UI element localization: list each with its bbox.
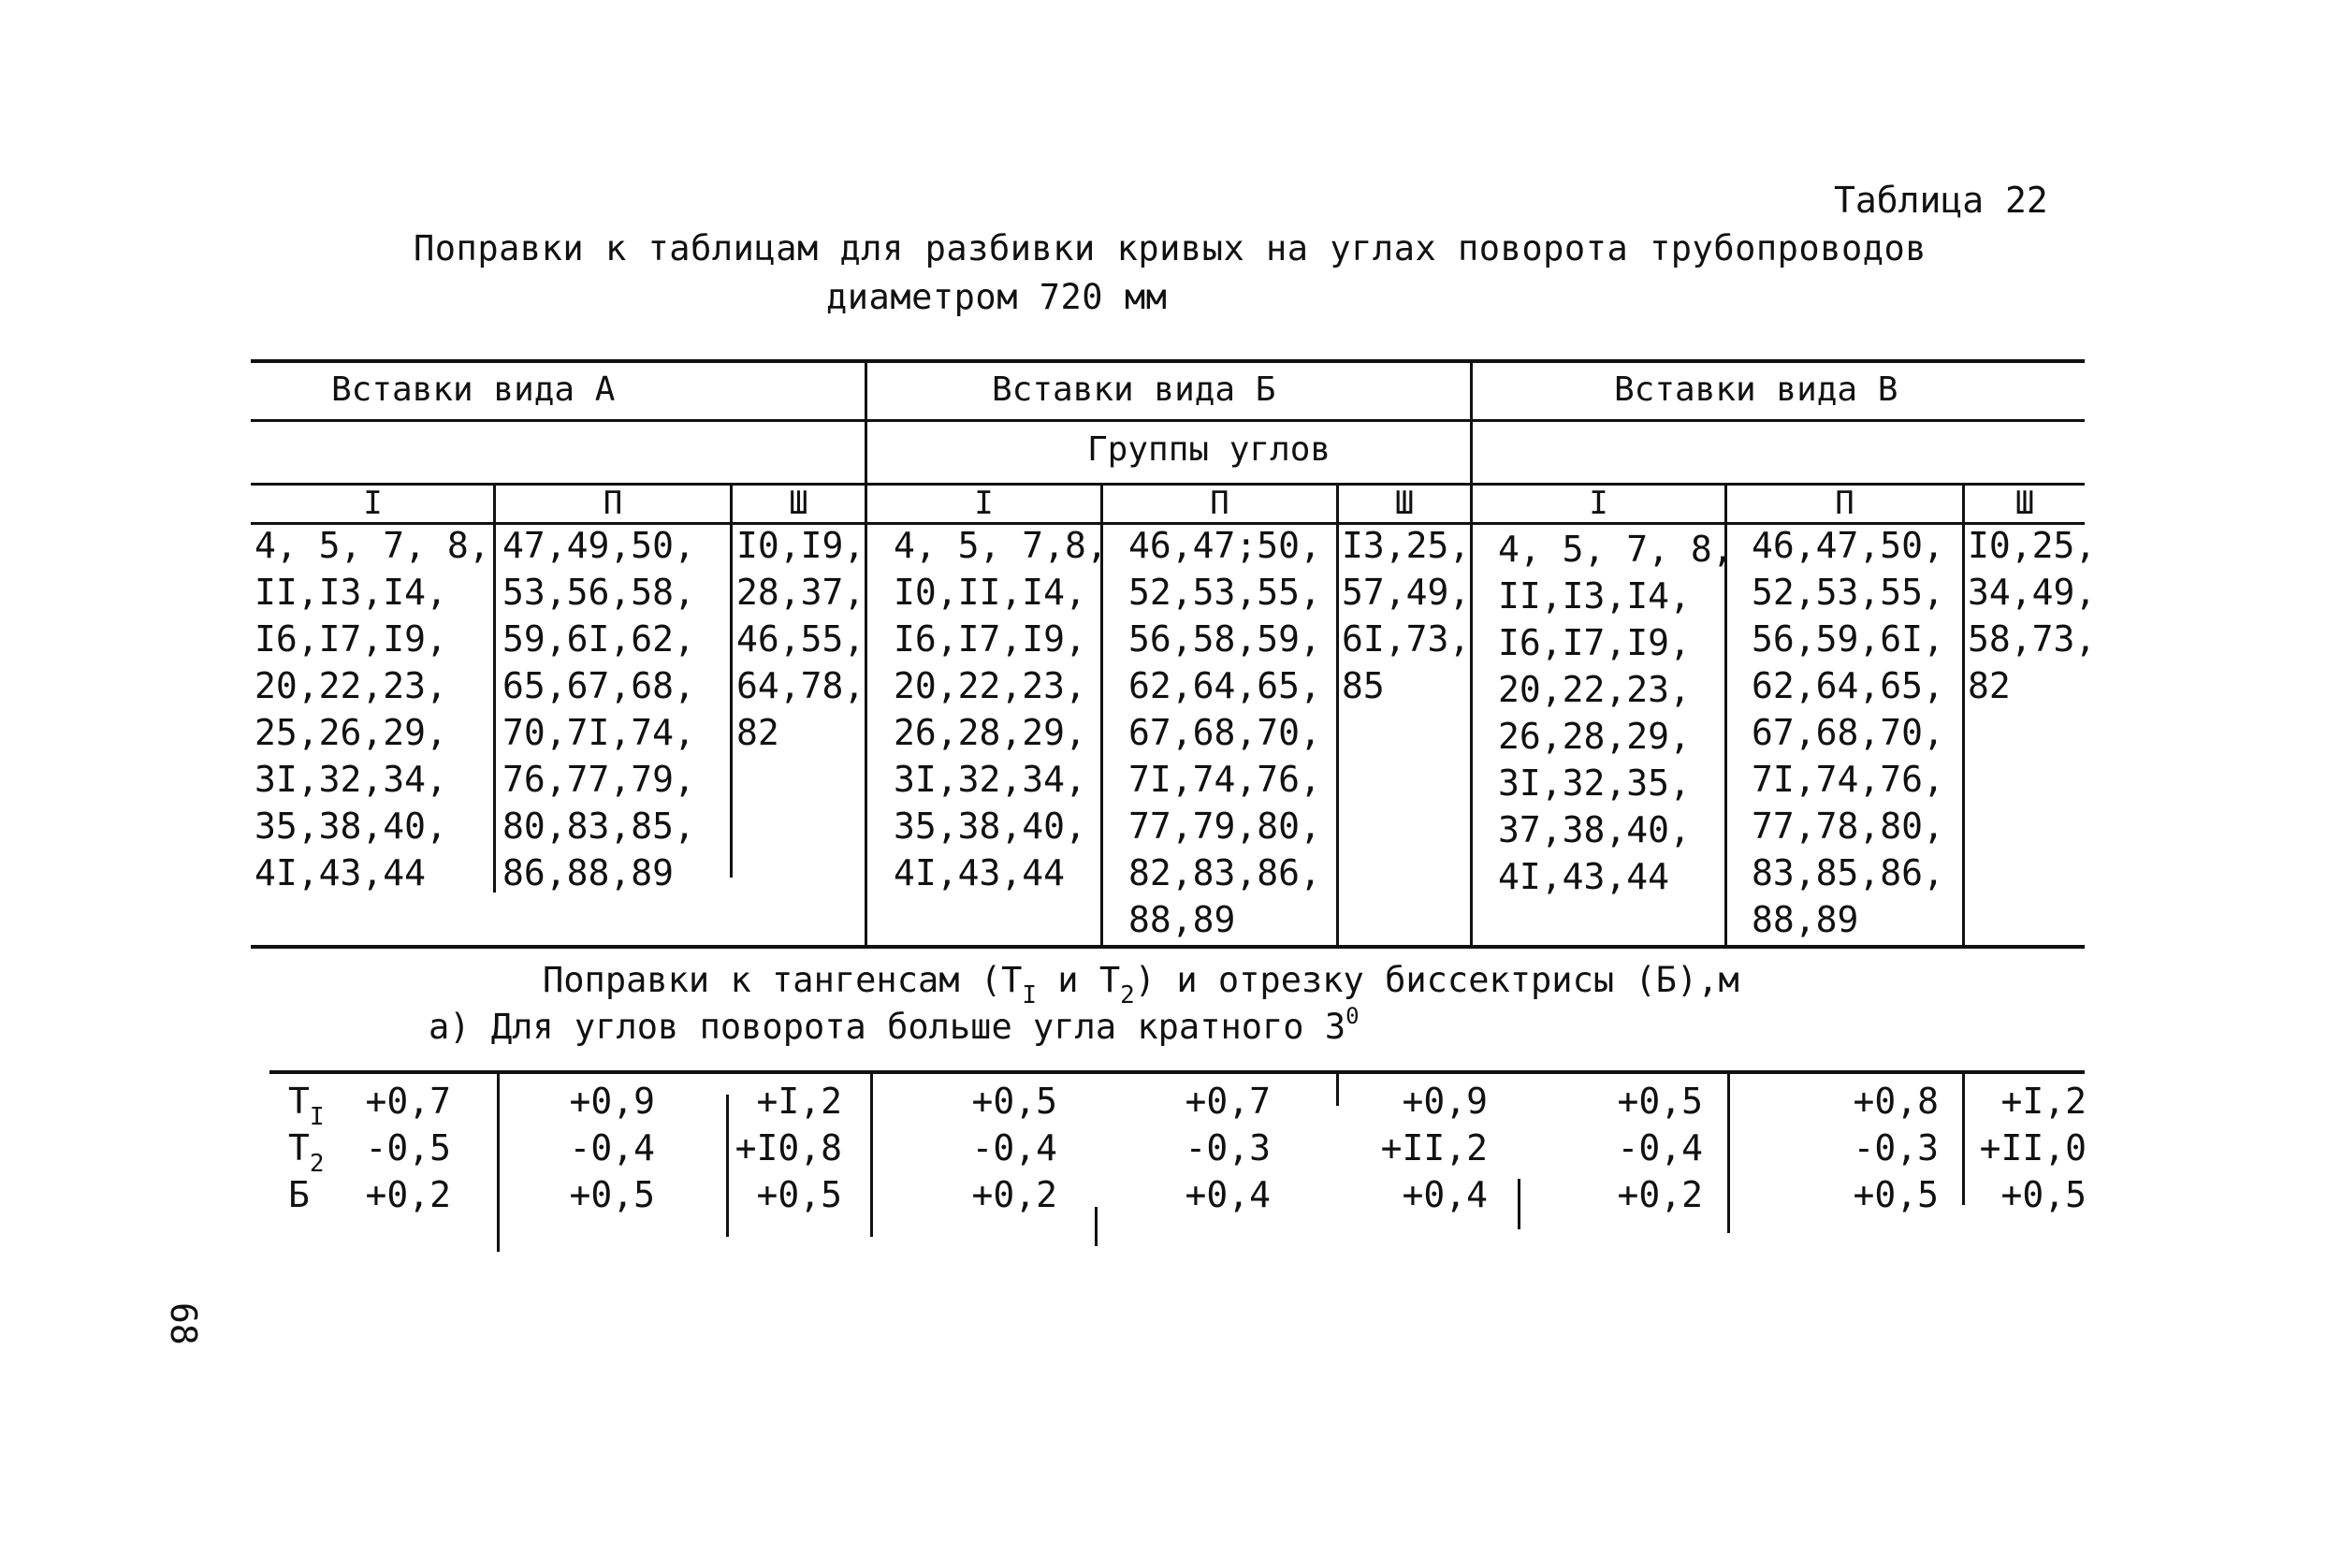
roman-header-v3: Ш [2014, 485, 2035, 522]
table-cell: 88,89 [1752, 899, 1859, 940]
corr-row-label-t1: $T_I$ [288, 1081, 325, 1131]
corrections-subheading-sup: 0 [1345, 1003, 1360, 1029]
corr-divider-8 [1962, 1074, 1965, 1205]
table-cell: 3I,32,35, [1498, 762, 1691, 804]
table-cell: II,I3,I4, [1498, 575, 1691, 617]
column-a2 [502, 522, 695, 896]
table-cell: 82 [736, 712, 779, 753]
corr-divider-2 [726, 1095, 729, 1237]
correction-value: +0,5 [569, 1174, 655, 1215]
table-cell: 35,38,40, [255, 806, 447, 847]
table-cell: 25,26,29, [255, 712, 447, 753]
table-cell: 52,53,55, [1752, 572, 1944, 613]
table-cell: 77,78,80, [1752, 806, 1944, 847]
corrections-heading-mid: и T [1037, 960, 1121, 1000]
correction-value: +0,2 [971, 1174, 1057, 1215]
col-divider-b23 [1336, 485, 1339, 947]
table-cell: 67,68,70, [1752, 712, 1944, 753]
table-cell: 80,83,85, [502, 806, 695, 847]
roman-header-a1: I [363, 485, 383, 522]
correction-value: -0,3 [1185, 1127, 1271, 1169]
corr-divider-4 [1095, 1207, 1098, 1246]
table-cell: I6,I7,I9, [1498, 622, 1691, 663]
table-cell: 4, 5, 7,8, [894, 525, 1108, 566]
table-cell: 28,37, [736, 572, 865, 613]
table-cell: 4, 5, 7, 8, [1498, 529, 1734, 570]
corrections-heading [543, 960, 1739, 1009]
table-cell: I6,I7,I9, [894, 618, 1086, 660]
table-cell: 83,85,86, [1752, 852, 1944, 893]
table-cell: I6,I7,I9, [255, 618, 447, 660]
correction-value: +0,5 [1853, 1174, 1939, 1215]
correction-value: +II,2 [1380, 1127, 1488, 1169]
table-cell: 46,47,50, [1752, 525, 1944, 566]
table-cell: 20,22,23, [255, 665, 447, 706]
corr-divider-3 [870, 1074, 873, 1237]
correction-value: +0,7 [365, 1081, 451, 1122]
table-cell: 57,49, [1342, 572, 1471, 613]
correction-value: +I,2 [2000, 1081, 2087, 1122]
correction-value: -0,4 [1617, 1127, 1703, 1169]
correction-value: +0,4 [1185, 1174, 1271, 1215]
table-cell: 7I,74,76, [1752, 759, 1944, 800]
table-cell: 7I,74,76, [1128, 759, 1321, 800]
table-title-line-1: Поправки к таблицам для разбивки кривых на углах поворота трубопроводов [414, 228, 1927, 269]
roman-header-b1: I [974, 485, 994, 522]
correction-value: +I0,8 [734, 1127, 842, 1169]
table-top-rule [251, 359, 2085, 363]
table-cell: 3I,32,34, [255, 759, 447, 800]
column-v3 [1968, 522, 2096, 709]
table-cell: 52,53,55, [1128, 572, 1321, 613]
correction-value: +I,2 [756, 1081, 842, 1122]
roman-header-a3: Ш [789, 485, 808, 522]
corr-row-label-t2: $T_2$ [288, 1127, 325, 1178]
corr-divider-5 [1336, 1074, 1339, 1106]
correction-value: +0,9 [569, 1081, 655, 1122]
header-type-a: Вставки вида А [331, 370, 616, 409]
correction-value: +0,8 [1853, 1081, 1939, 1122]
roman-header-b3: Ш [1394, 485, 1415, 522]
group-divider-ab [865, 363, 867, 947]
table-cell: 4I,43,44 [894, 852, 1066, 893]
table-cell: 56,58,59, [1128, 618, 1321, 660]
table-cell: 4, 5, 7, 8, [255, 525, 490, 566]
table-cell: I0,25, [1968, 525, 2097, 566]
correction-value: -0,4 [971, 1127, 1057, 1169]
table-cell: 67,68,70, [1128, 712, 1321, 753]
group-divider-bv [1470, 363, 1473, 947]
table-cell: 77,79,80, [1128, 806, 1321, 847]
table-cell: 46,55, [736, 618, 865, 660]
corr-row-label-b: Б [288, 1174, 310, 1215]
table-cell: 26,28,29, [1498, 716, 1691, 757]
header-rule-1 [251, 419, 2085, 422]
correction-value: +0,5 [971, 1081, 1057, 1122]
table-cell: 70,7I,74, [502, 712, 695, 753]
table-cell: II,I3,I4, [255, 572, 447, 613]
header-type-b: Вставки вида Б [992, 370, 1276, 409]
table-cell: 26,28,29, [894, 712, 1086, 753]
table-cell: I0,I9, [736, 525, 865, 566]
header-angle-groups: Группы углов [1087, 430, 1331, 469]
correction-value: +0,5 [756, 1174, 842, 1215]
table-cell: 76,77,79, [502, 759, 695, 800]
roman-header-v1: I [1589, 485, 1608, 522]
table-cell: 4I,43,44 [255, 852, 427, 893]
corrections-subheading-text: а) Для углов поворота больше угла кратного 3 [429, 1007, 1346, 1047]
corr-divider-6 [1518, 1179, 1520, 1229]
table-cell: I3,25, [1342, 525, 1471, 566]
table-cell: 6I,73, [1342, 618, 1471, 660]
correction-value: +0,7 [1185, 1081, 1271, 1122]
page-number: 68 [163, 1302, 204, 1345]
correction-value: +0,2 [1617, 1174, 1703, 1215]
column-a1 [255, 522, 490, 896]
corrections-heading-sub2: 2 [1120, 981, 1135, 1009]
table-cell: 58,73, [1968, 618, 2097, 660]
table-cell: 3I,32,34, [894, 759, 1086, 800]
corrections-heading-pre: Поправки к тангенсам (T [543, 960, 1023, 1000]
correction-value: -0,4 [569, 1127, 655, 1169]
table-cell: 34,49, [1968, 572, 2097, 613]
table-cell: 82,83,86, [1128, 852, 1321, 893]
correction-value: -0,5 [365, 1127, 451, 1169]
table-cell: 37,38,40, [1498, 809, 1691, 850]
roman-header-b2: П [1210, 485, 1229, 522]
correction-value: +II,0 [1979, 1127, 2087, 1169]
col-divider-v23 [1962, 485, 1965, 947]
col-divider-a12 [493, 485, 496, 893]
column-v2 [1752, 522, 1944, 943]
corrections-heading-sub1: I [1022, 981, 1038, 1009]
corrections-top-rule [269, 1070, 2085, 1074]
table-cell: 20,22,23, [1498, 669, 1691, 710]
table-cell: 20,22,23, [894, 665, 1086, 706]
table-cell: 56,59,6I, [1752, 618, 1944, 660]
corr-divider-1 [497, 1074, 500, 1252]
correction-value: +0,2 [365, 1174, 451, 1215]
table-cell: 86,88,89 [502, 852, 675, 893]
table-cell: 85 [1342, 665, 1385, 706]
header-type-v: Вставки вида В [1614, 370, 1898, 409]
table-cell: 62,64,65, [1752, 665, 1944, 706]
column-a3 [736, 522, 865, 756]
correction-value: -0,3 [1853, 1127, 1939, 1169]
corrections-subheading [429, 1003, 1360, 1047]
table-cell: 53,56,58, [502, 572, 695, 613]
roman-header-v2: П [1835, 485, 1854, 522]
table-label: Таблица 22 [1834, 180, 2048, 221]
correction-value: +0,5 [1617, 1081, 1703, 1122]
table-cell: 59,6I,62, [502, 618, 695, 660]
table-cell: 64,78, [736, 665, 865, 706]
column-b2 [1128, 522, 1321, 943]
table-cell: 62,64,65, [1128, 665, 1321, 706]
roman-header-a2: П [603, 485, 623, 522]
col-divider-a23 [730, 485, 733, 878]
correction-value: +0,5 [2000, 1174, 2087, 1215]
table-cell: 65,67,68, [502, 665, 695, 706]
correction-value: +0,9 [1402, 1081, 1488, 1122]
column-b1 [894, 522, 1108, 896]
table-cell: 82 [1968, 665, 2011, 706]
table-title-line-2: диаметром 720 мм [826, 277, 1168, 317]
table-cell: 46,47;50, [1128, 525, 1321, 566]
column-v1 [1498, 526, 1734, 900]
table-bottom-rule [251, 945, 2085, 949]
column-b3 [1342, 522, 1470, 709]
table-cell: I0,II,I4, [894, 572, 1086, 613]
table-cell: 88,89 [1128, 899, 1236, 940]
correction-value: +0,4 [1402, 1174, 1488, 1215]
table-cell: 47,49,50, [502, 525, 695, 566]
table-cell: 35,38,40, [894, 806, 1086, 847]
corrections-heading-post: ) и отрезку биссектрисы (Б),м [1134, 960, 1739, 1000]
corr-divider-7 [1727, 1074, 1730, 1233]
table-cell: 4I,43,44 [1498, 856, 1670, 897]
